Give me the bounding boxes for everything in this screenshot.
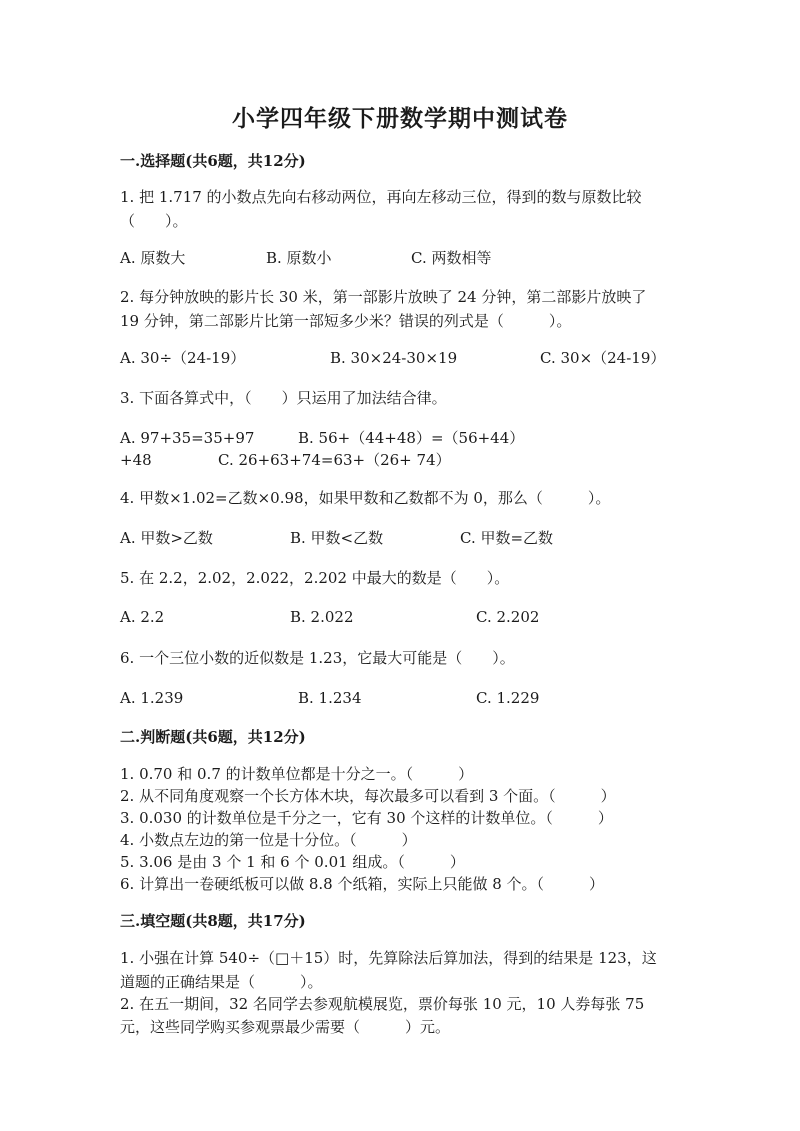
question-5-text: 5. 在 2.2，2.02，2.022，2.202 中最大的数是（ ）。	[120, 569, 510, 587]
page-title: 小学四年级下册数学期中测试卷	[232, 105, 568, 132]
question-3-option-b: B. 56+（44+48）=（56+44）	[298, 429, 525, 447]
question-1-option-b: B. 原数小	[266, 249, 332, 267]
question-6-option-c: C. 1.229	[476, 689, 540, 707]
question-3-option-c: C. 26+63+74=63+（26+ 74）	[218, 451, 451, 469]
question-5-option-b: B. 2.022	[290, 608, 354, 626]
fill-question-2-text: 2. 在五一期间，32 名同学去参观航模展览，票价每张 10 元，10 人券每张 75	[120, 995, 645, 1013]
question-5-option-c: C. 2.202	[476, 608, 540, 626]
judge-item-2: 2. 从不同角度观察一个长方体木块，每次最多可以看到 3 个面。（ ）	[120, 787, 616, 805]
question-3-text: 3. 下面各算式中，（ ）只运用了加法结合律。	[120, 389, 447, 407]
section-heading-fill-blank: 三.填空题(共8题，共17分)	[120, 912, 306, 930]
section-heading-true-false: 二.判断题(共6题，共12分)	[120, 728, 306, 746]
question-3-option-b-cont: +48	[120, 451, 152, 469]
question-4-option-c: C. 甲数=乙数	[460, 529, 554, 547]
question-1-text: 1. 把 1.717 的小数点先向右移动两位，再向左移动三位，得到的数与原数比较	[120, 188, 642, 206]
judge-item-5: 5. 3.06 是由 3 个 1 和 6 个 0.01 组成。（ ）	[120, 853, 465, 871]
question-6-option-a: A. 1.239	[120, 689, 184, 707]
question-1-text-cont: （ ）。	[120, 212, 188, 230]
judge-item-4: 4. 小数点左边的第一位是十分位。（ ）	[120, 831, 417, 849]
section-heading-choice: 一.选择题(共6题，共12分)	[120, 152, 306, 170]
question-2-text: 2. 每分钟放映的影片长 30 米，第一部影片放映了 24 分钟，第二部影片放映了	[120, 288, 647, 306]
question-2-option-c: C. 30×（24-19）	[540, 349, 666, 367]
question-4-option-b: B. 甲数<乙数	[290, 529, 384, 547]
fill-question-2-text-cont: 元，这些同学购买参观票最少需要（ ）元。	[120, 1018, 451, 1036]
question-2-text-cont: 19 分钟，第二部影片比第一部短多少米？错误的列式是（ ）。	[120, 312, 572, 330]
question-1-option-c: C. 两数相等	[411, 249, 492, 267]
judge-item-6: 6. 计算出一卷硬纸板可以做 8.8 个纸箱，实际上只能做 8 个。（ ）	[120, 875, 605, 893]
question-3-option-a: A. 97+35=35+97	[120, 429, 255, 447]
question-2-option-b: B. 30×24-30×19	[330, 349, 458, 367]
question-6-option-b: B. 1.234	[298, 689, 362, 707]
fill-question-1-text: 1. 小强在计算 540÷（□＋15）时，先算除法后算加法，得到的结果是 123，这	[120, 949, 657, 967]
question-6-text: 6. 一个三位小数的近似数是 1.23，它最大可能是（ ）。	[120, 649, 515, 667]
judge-item-3: 3. 0.030 的计数单位是千分之一，它有 30 个这样的计数单位。（ ）	[120, 809, 613, 827]
question-2-option-a: A. 30÷（24-19）	[120, 349, 246, 367]
question-1-option-a: A. 原数大	[120, 249, 186, 267]
question-5-option-a: A. 2.2	[120, 608, 165, 626]
fill-question-1-text-cont: 道题的正确结果是（ ）。	[120, 973, 323, 991]
judge-item-1: 1. 0.70 和 0.7 的计数单位都是十分之一。（ ）	[120, 765, 474, 783]
question-4-text: 4. 甲数×1.02=乙数×0.98，如果甲数和乙数都不为 0，那么（ ）。	[120, 489, 611, 507]
question-4-option-a: A. 甲数>乙数	[120, 529, 213, 547]
